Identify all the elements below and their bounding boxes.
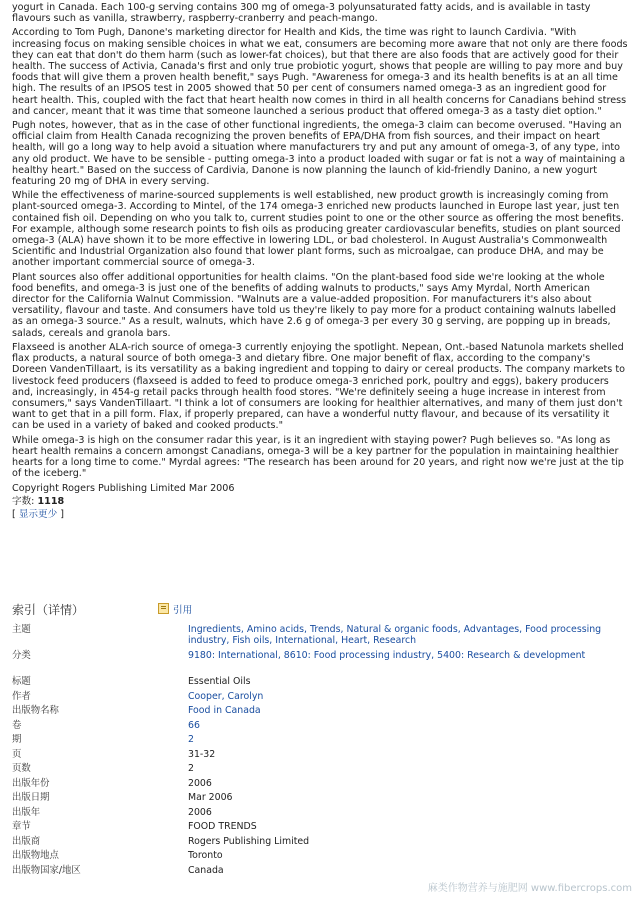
word-count-value: 1118 xyxy=(37,496,65,508)
row-value-link[interactable]: 9180: International, 8610: Food processing industry, 5400: Research & development xyxy=(188,650,586,661)
row-value: Rogers Publishing Limited xyxy=(188,835,310,847)
article-paragraph: According to Tom Pugh, Danone's marketing director for Health and Kids, the time was right to launch Cardivia. "With increasing focus on making sensible choices in what we eat, consumers are becoming more aware that not only are there foods they can eat that don't do them harm (such as lower-fat choices), but that there are also foods that are actively good for their health. The success of Activia, Canada's first and only true probiotic yogurt, shows that people are willing to pay more and buy foods that will give them a proven health benefit," says Pugh. "Awareness for omega-3 and its health benefits is at an all time high. The results of an IPSOS test in 2005 showed that 50 per cent of consumers named omega-3 as an ingredient good for heart health. This, coupled with the fact that heart health now comes in third in all health concerns for Canadians behind stress and cancer, meant that it was time that someone launched a serious product that offered omega-3 as a tasty diet option." xyxy=(12,27,628,117)
row-label: 页数 xyxy=(12,763,31,774)
row-value-link[interactable]: 66 xyxy=(188,719,200,731)
article-paragraph: Pugh notes, however, that as in the case of other functional ingredients, the omega-3 claim can become overused. "Having an official claim from Health Canada recognizing the proven benefits of EPA/DHA from fish sources, and their impact on heart health, will go a long way to help avoid a situation where manufacturers try and put any amount of omega-3, of any type, into any old product. We have to be sensible - putting omega-3 into a product loaded with sugar or fat is not a way of maintaining a healthy heart." Based on the success of Cardivia, Danone is now planning the launch of kid-friendly Danino, a new yogurt featuring 20 mg of DHA in every serving. xyxy=(12,120,626,188)
row-value: Toronto xyxy=(188,850,223,861)
row-value: 31-32 xyxy=(188,748,216,760)
index-row-title xyxy=(12,676,628,691)
row-label: 出版商 xyxy=(12,835,41,847)
row-value: 2006 xyxy=(188,777,212,789)
index-row-page-count xyxy=(12,763,628,778)
row-value: Essential Oils xyxy=(188,676,251,687)
article-paragraph: yogurt in Canada. Each 100-g serving contains 300 mg of omega-3 polyunsaturated fatty acids, and is available in tasty flavours such as vanilla, strawberry, raspberry-cranberry and peach-mango. xyxy=(12,2,591,25)
index-row-country xyxy=(12,865,628,880)
row-label: 出版物地点 xyxy=(12,850,59,861)
row-value: Canada xyxy=(188,864,224,876)
show-less-toggle[interactable] xyxy=(12,508,628,521)
row-label: 出版年份 xyxy=(12,777,50,789)
index-row-section xyxy=(12,821,628,836)
row-label: 标题 xyxy=(12,676,31,687)
row-value-link[interactable]: Cooper, Carolyn xyxy=(188,690,264,702)
index-title: 索引（详情） xyxy=(12,603,85,617)
watermark: 麻类作物营养与施肥网 www.fibercrops.com xyxy=(427,883,632,894)
index-row-subject xyxy=(12,624,628,650)
row-value: 2006 xyxy=(188,806,212,818)
index-row-place xyxy=(12,850,628,865)
word-count xyxy=(12,495,628,508)
row-label: 章节 xyxy=(12,821,31,832)
word-count-label: 字数: xyxy=(12,496,35,508)
row-value-link[interactable]: Food in Canada xyxy=(188,705,261,716)
row-label: 作者 xyxy=(12,690,31,702)
index-details xyxy=(12,624,628,879)
index-row-year xyxy=(12,807,628,822)
row-label: 出版物国家/地区 xyxy=(12,864,81,876)
row-label: 出版物名称 xyxy=(12,705,59,716)
index-row-volume xyxy=(12,720,628,735)
article-body xyxy=(12,2,628,521)
index-row-issue xyxy=(12,734,628,749)
toggle-close-bracket: ] xyxy=(60,509,64,521)
index-row-classification xyxy=(12,650,628,676)
row-label: 分类 xyxy=(12,650,31,661)
row-value: Mar 2006 xyxy=(188,792,233,803)
row-label: 出版年 xyxy=(12,806,41,818)
row-label: 期 xyxy=(12,734,22,745)
index-row-publisher xyxy=(12,836,628,851)
row-value-link[interactable]: 2 xyxy=(188,734,194,745)
index-row-pub-date xyxy=(12,792,628,807)
index-row-author xyxy=(12,691,628,706)
show-less-link[interactable]: 显示更少 xyxy=(18,509,58,521)
article-paragraph: While the effectiveness of marine-sourced supplements is well established, new product growth is increasingly coming from plant-sourced omega-3. According to Mintel, of the 174 omega-3 enriched new products launched in Europe last year, just ten contained fish oil. Depending on who you talk to, current studies point to one or the other source as offering the most benefits. For example, although some research points to fish oils as producing greater cardiovascular benefits, studies on plant sourced omega-3 (ALA) have shown it to be more effective in lowering LDL, or bad cholesterol. In August Australia's Commonwealth Scientific and Industrial Organization also found that lower plant forms, such as microalgae, can produce DHA, and may be another important commercial source of omega-3. xyxy=(12,190,624,269)
row-value: 2 xyxy=(188,763,194,774)
index-row-publication xyxy=(12,705,628,720)
index-row-pub-year xyxy=(12,778,628,793)
copyright-line: Copyright Rogers Publishing Limited Mar 2006 xyxy=(12,483,235,495)
row-label: 主题 xyxy=(12,624,31,635)
cite-icon xyxy=(158,603,169,614)
article-paragraph: While omega-3 is high on the consumer radar this year, is it an ingredient with staying power? Pugh believes so. "As long as heart health remains a concern amongst Canadians, omega-3 will be a key partner for the population in maintaining healthier hearts for a long time to come." Myrdal agrees: "The research has been around for 20 years, and right now we're just at the tip of the iceberg." xyxy=(12,434,624,480)
row-label: 页 xyxy=(12,748,22,760)
row-value-link[interactable]: Ingredients, Amino acids, Trends, Natural & organic foods, Advantages, Food processing industry, Fish oils, International, Heart, Research xyxy=(188,624,602,646)
index-row-pages xyxy=(12,749,628,764)
row-value: FOOD TRENDS xyxy=(188,821,257,832)
row-label: 出版日期 xyxy=(12,792,50,803)
cite-button[interactable] xyxy=(158,602,192,616)
toggle-open-bracket: [ xyxy=(12,509,16,521)
row-label: 卷 xyxy=(12,719,22,731)
index-header xyxy=(12,598,628,618)
article-paragraph: Plant sources also offer additional opportunities for health claims. "On the plant-based food side we're looking at the whole food benefits, and omega-3 is just one of the benefits of adding walnuts to products," says Amy Myrdal, North American director for the California Walnut Commission. "Walnuts are a value-added proposition. For manufacturers it's also about versatility, flavour and taste. And consumers have told us they're likely to pay more for a product containing walnuts labelled as an omega-3 source." As a result, walnuts, which have 2.6 g of omega-3 per every 30 g serving, are popping up in breads, salads, cereals and granola bars. xyxy=(12,271,616,339)
article-paragraph: Flaxseed is another ALA-rich source of omega-3 currently enjoying the spotlight. Nepean, Ont.-based Natunola markets shelled flax products, a natural source of both omega-3 and dietary fibre. One major benefit of flax, according to the company's Doreen VandenTillaart, is its versatility as a baking ingredient and topping to dairy or cereal products. The company markets to livestock feed producers (flaxseed is added to feed to produce omega-3 enriched pork, poultry and eggs), bakery producers and, increasingly, in 454-g retail packs through health food stores. "We're definitely seeing a huge increase in interest from consumers," says VandenTillaart. "I think a lot of consumers are looking for healthier alternatives, and many of them just don't want to get that in a pill form. Flax, if properly prepared, can have a wonderful nutty flavour, and because of its versatility it can be used in a variety of baked and cooked products." xyxy=(12,341,625,432)
cite-label: 引用 xyxy=(173,605,193,616)
